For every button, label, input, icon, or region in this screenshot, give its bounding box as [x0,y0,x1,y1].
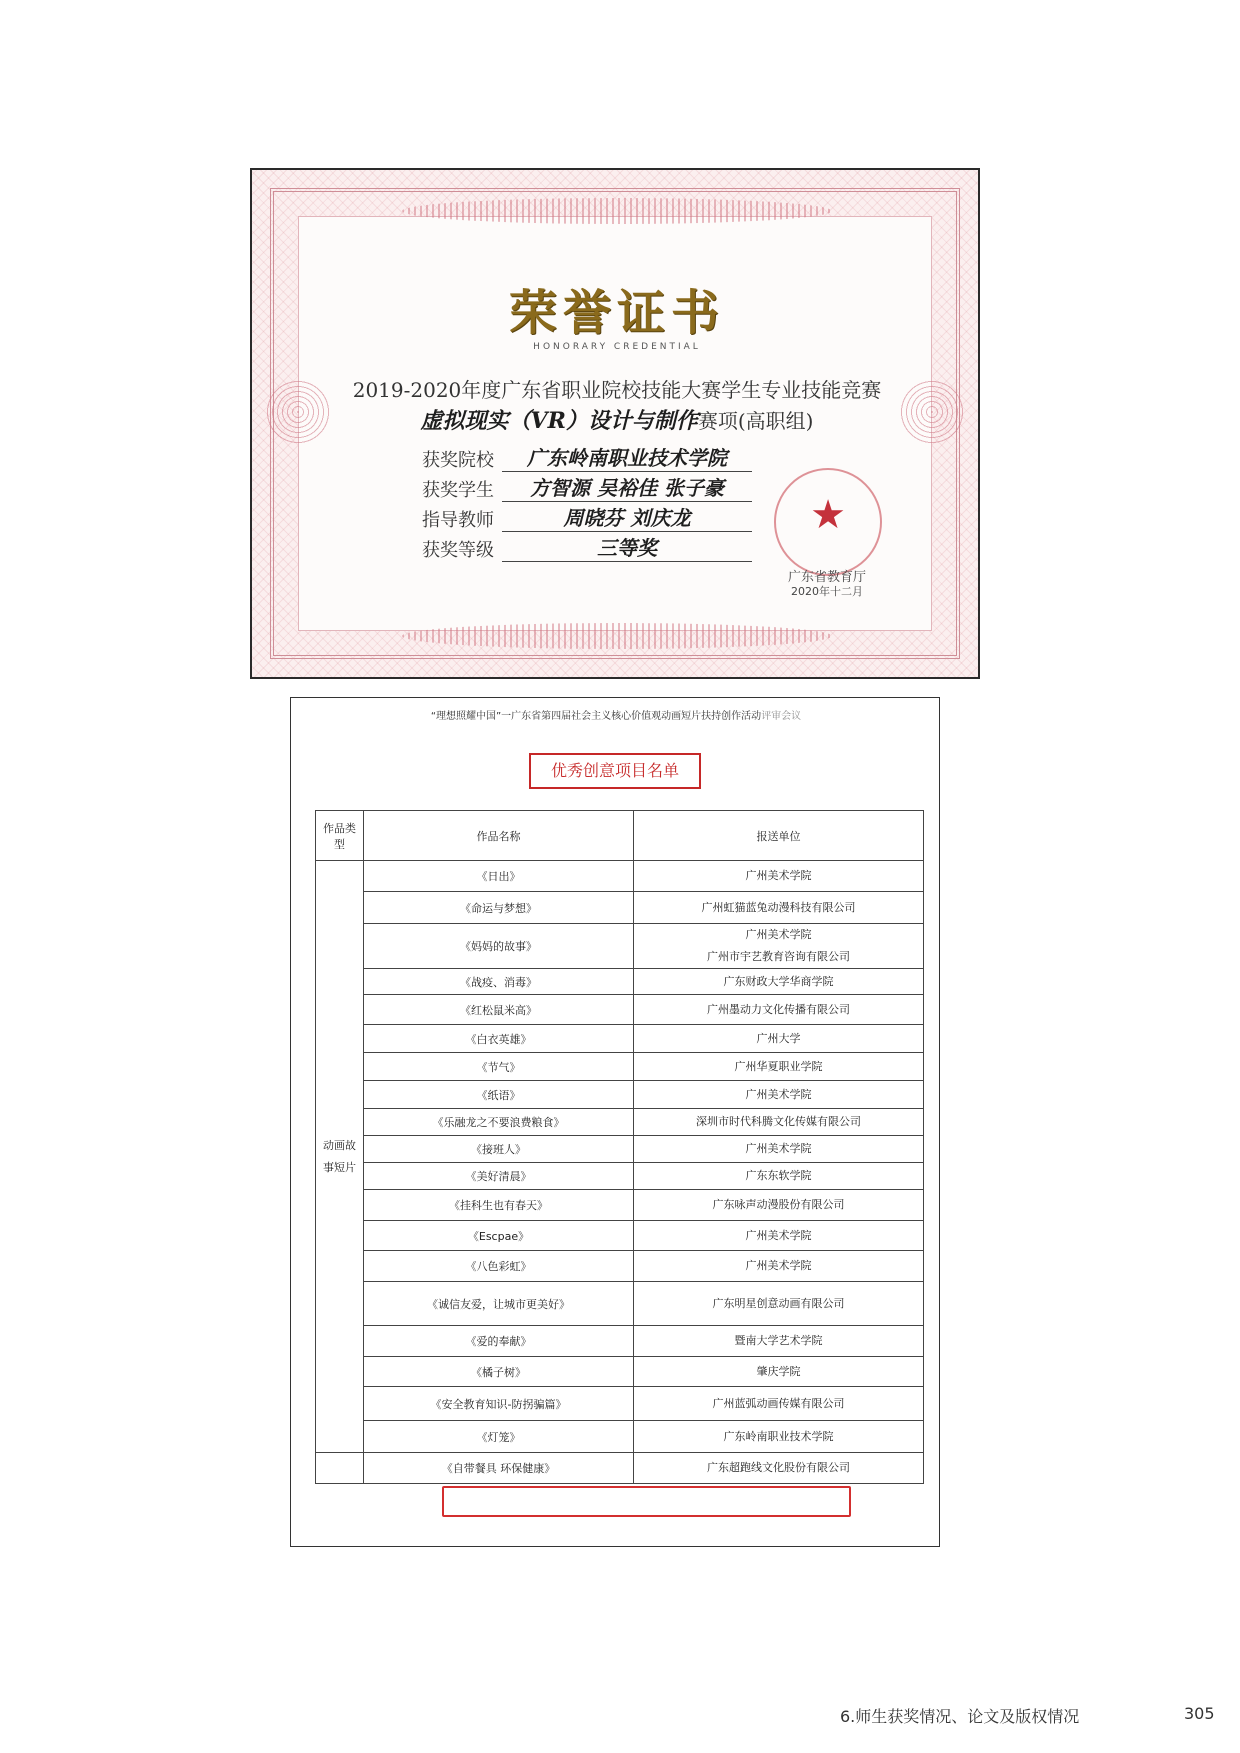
table-row [316,1081,924,1109]
unit-line: 广州蓝弧动画传媒有限公司 [712,1396,845,1410]
unit-line: 广州美术学院 [745,869,812,882]
document-header-main: “理想照耀中国”一广东省第四届社会主义核心价值观动画短片扶持创作活动 [430,711,762,722]
unit-line: 广州美术学院 [745,1228,812,1242]
table-row [316,1326,924,1357]
unit-line: 广东超跑线文化股份有限公司 [707,1461,850,1474]
field-label: 指导教师 [422,510,494,531]
unit-line: 广东财政大学华商学院 [723,974,834,988]
unit-line: 广东咏声动漫股份有限公司 [712,1198,845,1211]
seal-organization: 广东省教育厅 [787,570,866,585]
table-row [316,1282,924,1326]
submitting-unit-cell [634,1190,924,1221]
field-award-level [422,532,742,562]
work-name-cell: 《爱的奉献》 [364,1326,634,1357]
work-name-cell: 《诚信友爱，让城市更美好》 [364,1282,634,1326]
column-header-unit: 报送单位 [634,811,924,861]
work-name-cell: 《Escpae》 [364,1221,634,1251]
work-name-cell: 《安全教育知识-防拐骗篇》 [364,1387,634,1421]
submitting-unit-cell [634,1221,924,1251]
unit-line: 广东岭南职业技术学院 [723,1429,834,1443]
unit-line: 广州大学 [756,1031,801,1045]
table-row [316,1357,924,1387]
unit-line: 广州虹猫蓝兔动漫科技有限公司 [701,900,856,914]
table-row [316,1025,924,1053]
field-value: 周晓芬 刘庆龙 [502,502,752,532]
submitting-unit-cell [634,1387,924,1421]
column-header-type: 作品类型 [316,811,364,861]
work-name-cell: 《自带餐具 环保健康》 [364,1453,634,1484]
document-header-tail: 评审会议 [761,711,802,722]
unit-line: 暨南大学艺术学院 [734,1334,823,1347]
field-value: 方智源 吴裕佳 张子豪 [502,472,752,502]
unit-line-2: 广州市宇艺教育咨询有限公司 [707,950,850,963]
submitting-unit-cell [634,1109,924,1136]
project-table [315,810,924,1484]
submitting-unit-cell [634,995,924,1025]
submitting-unit-cell [634,892,924,924]
unit-line: 广东东软学院 [745,1169,812,1182]
work-name-cell: 《妈妈的故事》 [364,924,634,969]
competition-item-handwritten: 虚拟现实（VR）设计与制作 [420,408,698,434]
table-header-row [316,811,924,861]
submitting-unit-cell [634,924,924,969]
excellent-project-list [290,697,940,1547]
category-cell-next [316,1453,364,1484]
submitting-unit-cell [634,969,924,995]
table-row [316,1387,924,1421]
unit-line: 广州墨动力文化传播有限公司 [707,1002,850,1016]
work-name-cell: 《白衣英雄》 [364,1025,634,1053]
unit-line: 广州华夏职业学院 [734,1059,823,1073]
work-name-cell: 《红松鼠米高》 [364,995,634,1025]
column-header-name: 作品名称 [364,811,634,861]
unit-line: 深圳市时代科腾文化传媒有限公司 [696,1115,861,1128]
certificate-title: 荣誉证书 [508,285,725,341]
unit-line: 广州美术学院 [745,928,812,941]
table-row [316,861,924,892]
field-value: 广东岭南职业技术学院 [502,442,752,472]
work-name-cell: 《纸语》 [364,1081,634,1109]
honor-certificate [250,168,980,679]
document-header [291,707,940,722]
unit-line: 肇庆学院 [756,1364,801,1378]
table-row [316,1453,924,1484]
submitting-unit-cell [634,861,924,892]
work-name-cell: 《命运与梦想》 [364,892,634,924]
table-row [316,1251,924,1282]
work-name-cell: 《八色彩虹》 [364,1251,634,1282]
table-row [316,924,924,969]
field-school [422,442,742,472]
table-row [316,1421,924,1453]
table-body [316,861,924,1484]
official-seal [774,468,882,576]
seal-date: 2020年十二月 [791,585,863,598]
submitting-unit-cell [634,1053,924,1081]
unit-line: 广州美术学院 [745,1142,812,1155]
page-number: 305 [1184,1704,1215,1723]
work-name-cell: 《日出》 [364,861,634,892]
highlighted-row-marker [442,1486,851,1517]
guilloche-top [402,198,832,224]
work-name-cell: 《灯笼》 [364,1421,634,1453]
table-row [316,1109,924,1136]
seal-star-icon: ★ [810,492,846,538]
table-row [316,1221,924,1251]
work-name-cell: 《橘子树》 [364,1357,634,1387]
unit-line: 广州美术学院 [745,1259,812,1272]
field-teachers [422,502,742,532]
unit-line: 广东明星创意动画有限公司 [712,1296,845,1310]
table-row [316,892,924,924]
competition-item-suffix: 赛项(高职组) [697,409,814,433]
submitting-unit-cell [634,1136,924,1163]
submitting-unit-cell [634,1081,924,1109]
submitting-unit-cell [634,1357,924,1387]
field-label: 获奖学生 [422,480,494,501]
table-row [316,1053,924,1081]
submitting-unit-cell [634,1025,924,1053]
work-name-cell: 《战疫、消毒》 [364,969,634,995]
work-name-cell: 《接班人》 [364,1136,634,1163]
certificate-subtitle: HONORARY CREDENTIAL [533,342,701,352]
work-name-cell: 《乐融龙之不要浪费粮食》 [364,1109,634,1136]
table-row [316,969,924,995]
table-row [316,1136,924,1163]
table-row [316,1190,924,1221]
field-value: 三等奖 [502,532,752,562]
certificate-competition-item [252,404,982,435]
table-row [316,1163,924,1190]
field-students [422,472,742,502]
footer-section-title: 6.师生获奖情况、论文及版权情况 [840,1707,1080,1726]
field-label: 获奖等级 [422,540,494,561]
work-name-cell: 《节气》 [364,1053,634,1081]
certificate-event: 2019-2020年度广东省职业院校技能大赛学生专业技能竞赛 [352,378,882,402]
submitting-unit-cell [634,1453,924,1484]
category-cell: 动画故事短片 [316,861,364,1453]
list-banner: 优秀创意项目名单 [529,753,701,789]
table-row [316,995,924,1025]
submitting-unit-cell [634,1251,924,1282]
submitting-unit-cell [634,1421,924,1453]
submitting-unit-cell [634,1163,924,1190]
work-name-cell: 《美好清晨》 [364,1163,634,1190]
submitting-unit-cell [634,1282,924,1326]
work-name-cell: 《挂科生也有春天》 [364,1190,634,1221]
submitting-unit-cell [634,1326,924,1357]
field-label: 获奖院校 [422,450,494,471]
guilloche-bottom [402,623,832,649]
unit-line: 广州美术学院 [745,1087,812,1101]
